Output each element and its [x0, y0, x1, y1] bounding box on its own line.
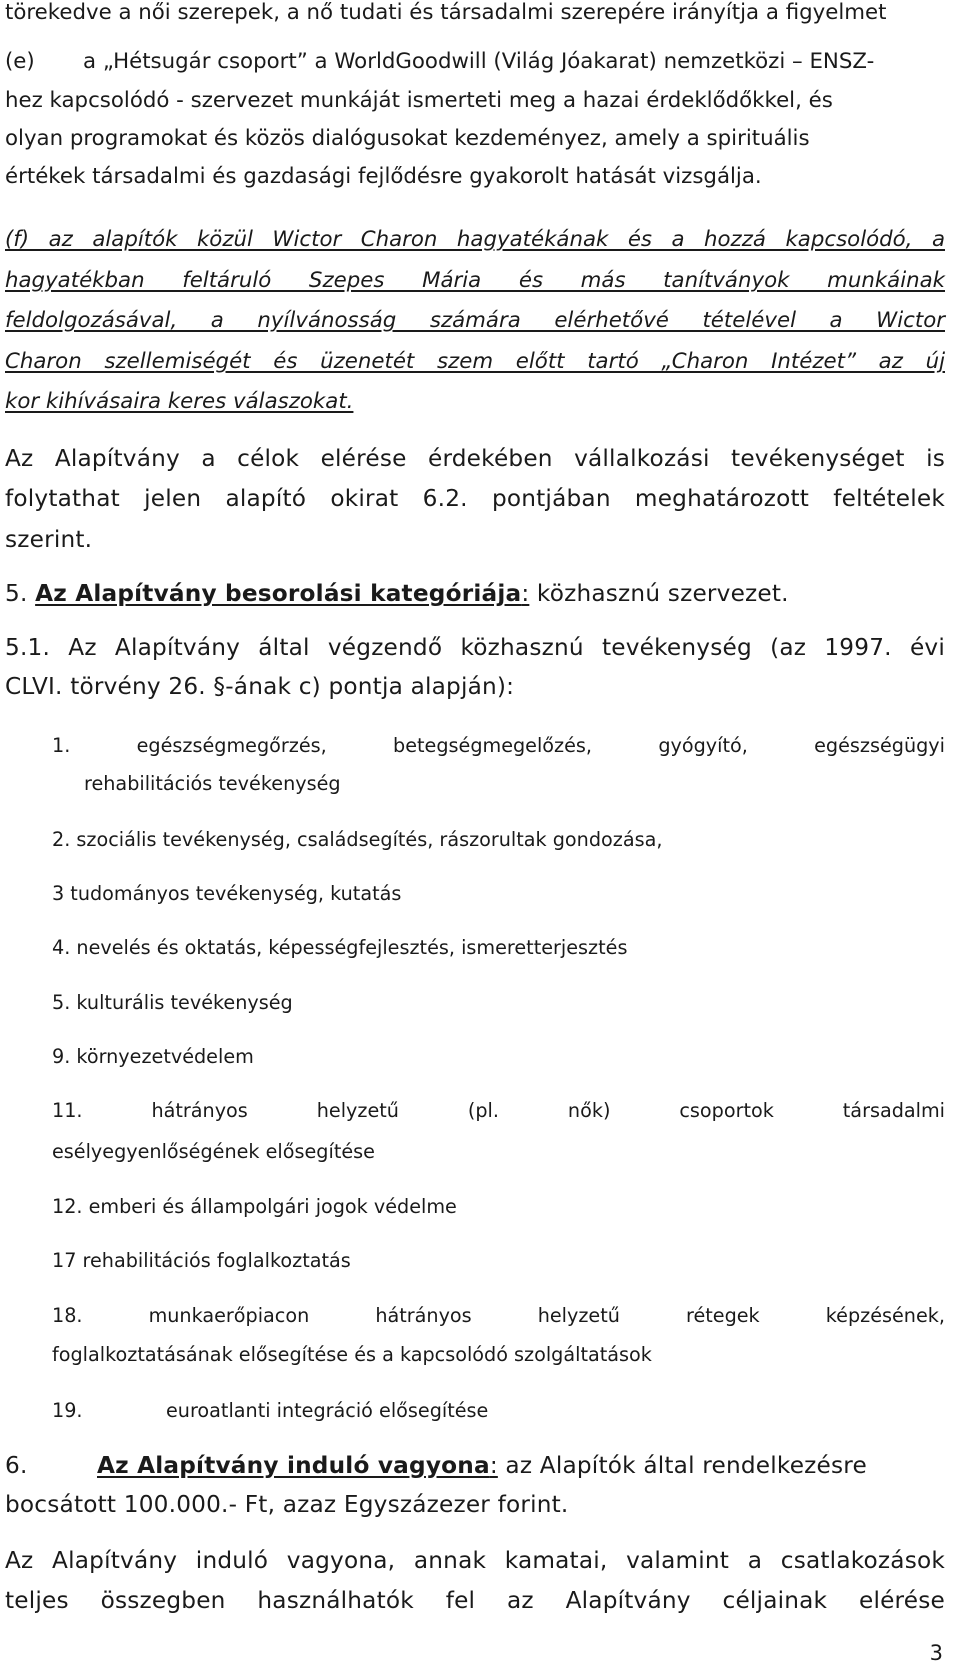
list-item: 3 tudományos tevékenység, kutatás [52, 882, 402, 905]
text-line: hez kapcsolódó - szervezet munkáját ismerteti meg a hazai érdeklődőkkel, és [5, 88, 833, 113]
list-item: 12. emberi és állampolgári jogok védelme [52, 1195, 457, 1218]
list-item: 17 rehabilitációs foglalkoztatás [52, 1249, 351, 1272]
text-line-f: hagyatékban feltáruló Szepes Mária és más tanítványok munkáinak [5, 268, 945, 293]
list-item: foglalkoztatásának elősegítése és a kapcsolódó szolgáltatások [52, 1343, 652, 1366]
section-value: az Alapítók által rendelkezésre [497, 1452, 867, 1479]
list-item: 2. szociális tevékenység, családsegítés, rászorultak gondozása, [52, 828, 663, 851]
list-item: 11. hátrányos helyzetű (pl. nők) csoportok társadalmi [52, 1099, 945, 1122]
section-5-heading [5, 579, 945, 609]
list-item: 1. egészségmegőrzés, betegségmegelőzés, gyógyító, egészségügyi [52, 734, 945, 757]
text-line: teljes összegben használhatók fel az Alapítvány céljainak elérése [5, 1587, 945, 1614]
section-6-content [97, 1451, 867, 1481]
list-item: 4. nevelés és oktatás, képességfejlesztés, ismeretterjesztés [52, 936, 628, 959]
list-label: (e) [5, 49, 35, 74]
text-line: Az Alapítvány a célok elérése érdekében vállalkozási tevékenységet is [5, 445, 945, 472]
list-item: rehabilitációs tevékenység [84, 772, 341, 795]
section-title: Az Alapítvány besorolási kategóriája [35, 580, 522, 607]
list-item-19 [52, 1396, 960, 1426]
list-text: euroatlanti integráció elősegítése [166, 1399, 489, 1422]
text-line: olyan programokat és közös dialógusokat kezdeményez, amely a spirituális [5, 126, 810, 151]
text-line: Az Alapítvány induló vagyona, annak kamatai, valamint a csatlakozások [5, 1547, 945, 1574]
text-line-e [5, 47, 945, 77]
section-number: 6. [5, 1452, 28, 1479]
text-line-f: Charon szellemiségét és üzenetét szem előtt tartó „Charon Intézet” az új [5, 349, 945, 374]
text-line: 5.1. Az Alapítvány által végzendő közhasznú tevékenység (az 1997. évi [5, 634, 945, 661]
list-text: a „Hétsugár csoport” a WorldGoodwill (Világ Jóakarat) nemzetközi – ENSZ- [83, 49, 875, 74]
list-number: 19. [52, 1399, 83, 1422]
text-line-f: kor kihívásaira keres válaszokat. [5, 389, 354, 414]
section-value: közhasznú szervezet. [529, 580, 789, 607]
text-line-f: feldolgozásával, a nyílvánosság számára elérhetővé tételével a Wictor [5, 308, 945, 333]
list-item: 5. kulturális tevékenység [52, 991, 293, 1014]
text-line: törekedve a női szerepek, a nő tudati és társadalmi szerepére irányítja a figyelmet [5, 0, 887, 25]
text-line: értékek társadalmi és gazdasági fejlődésre gyakorolt hatását vizsgálja. [5, 164, 762, 189]
section-title: Az Alapítvány induló vagyona [97, 1452, 490, 1479]
text-line-f: (f) az alapítók közül Wictor Charon hagyatékának és a hozzá kapcsolódó, a [5, 227, 945, 252]
section-number: 5. [5, 580, 28, 607]
text-line: CLVI. törvény 26. §-ának c) pontja alapján): [5, 673, 515, 700]
list-item: 9. környezetvédelem [52, 1045, 254, 1068]
text-line: bocsátott 100.000.- Ft, azaz Egyszázezer forint. [5, 1491, 569, 1518]
text-line: szerint. [5, 526, 93, 553]
list-item: 18. munkaerőpiacon hátrányos helyzetű rétegek képzésének, [52, 1304, 945, 1327]
section-colon: : [489, 1452, 498, 1479]
section-6-heading [5, 1451, 945, 1481]
text-line: folytathat jelen alapító okirat 6.2. pontjában meghatározott feltételek [5, 485, 945, 512]
list-item: esélyegyenlőségének elősegítése [52, 1140, 375, 1163]
page-number: 3 [929, 1641, 943, 1665]
section-colon: : [521, 580, 530, 607]
